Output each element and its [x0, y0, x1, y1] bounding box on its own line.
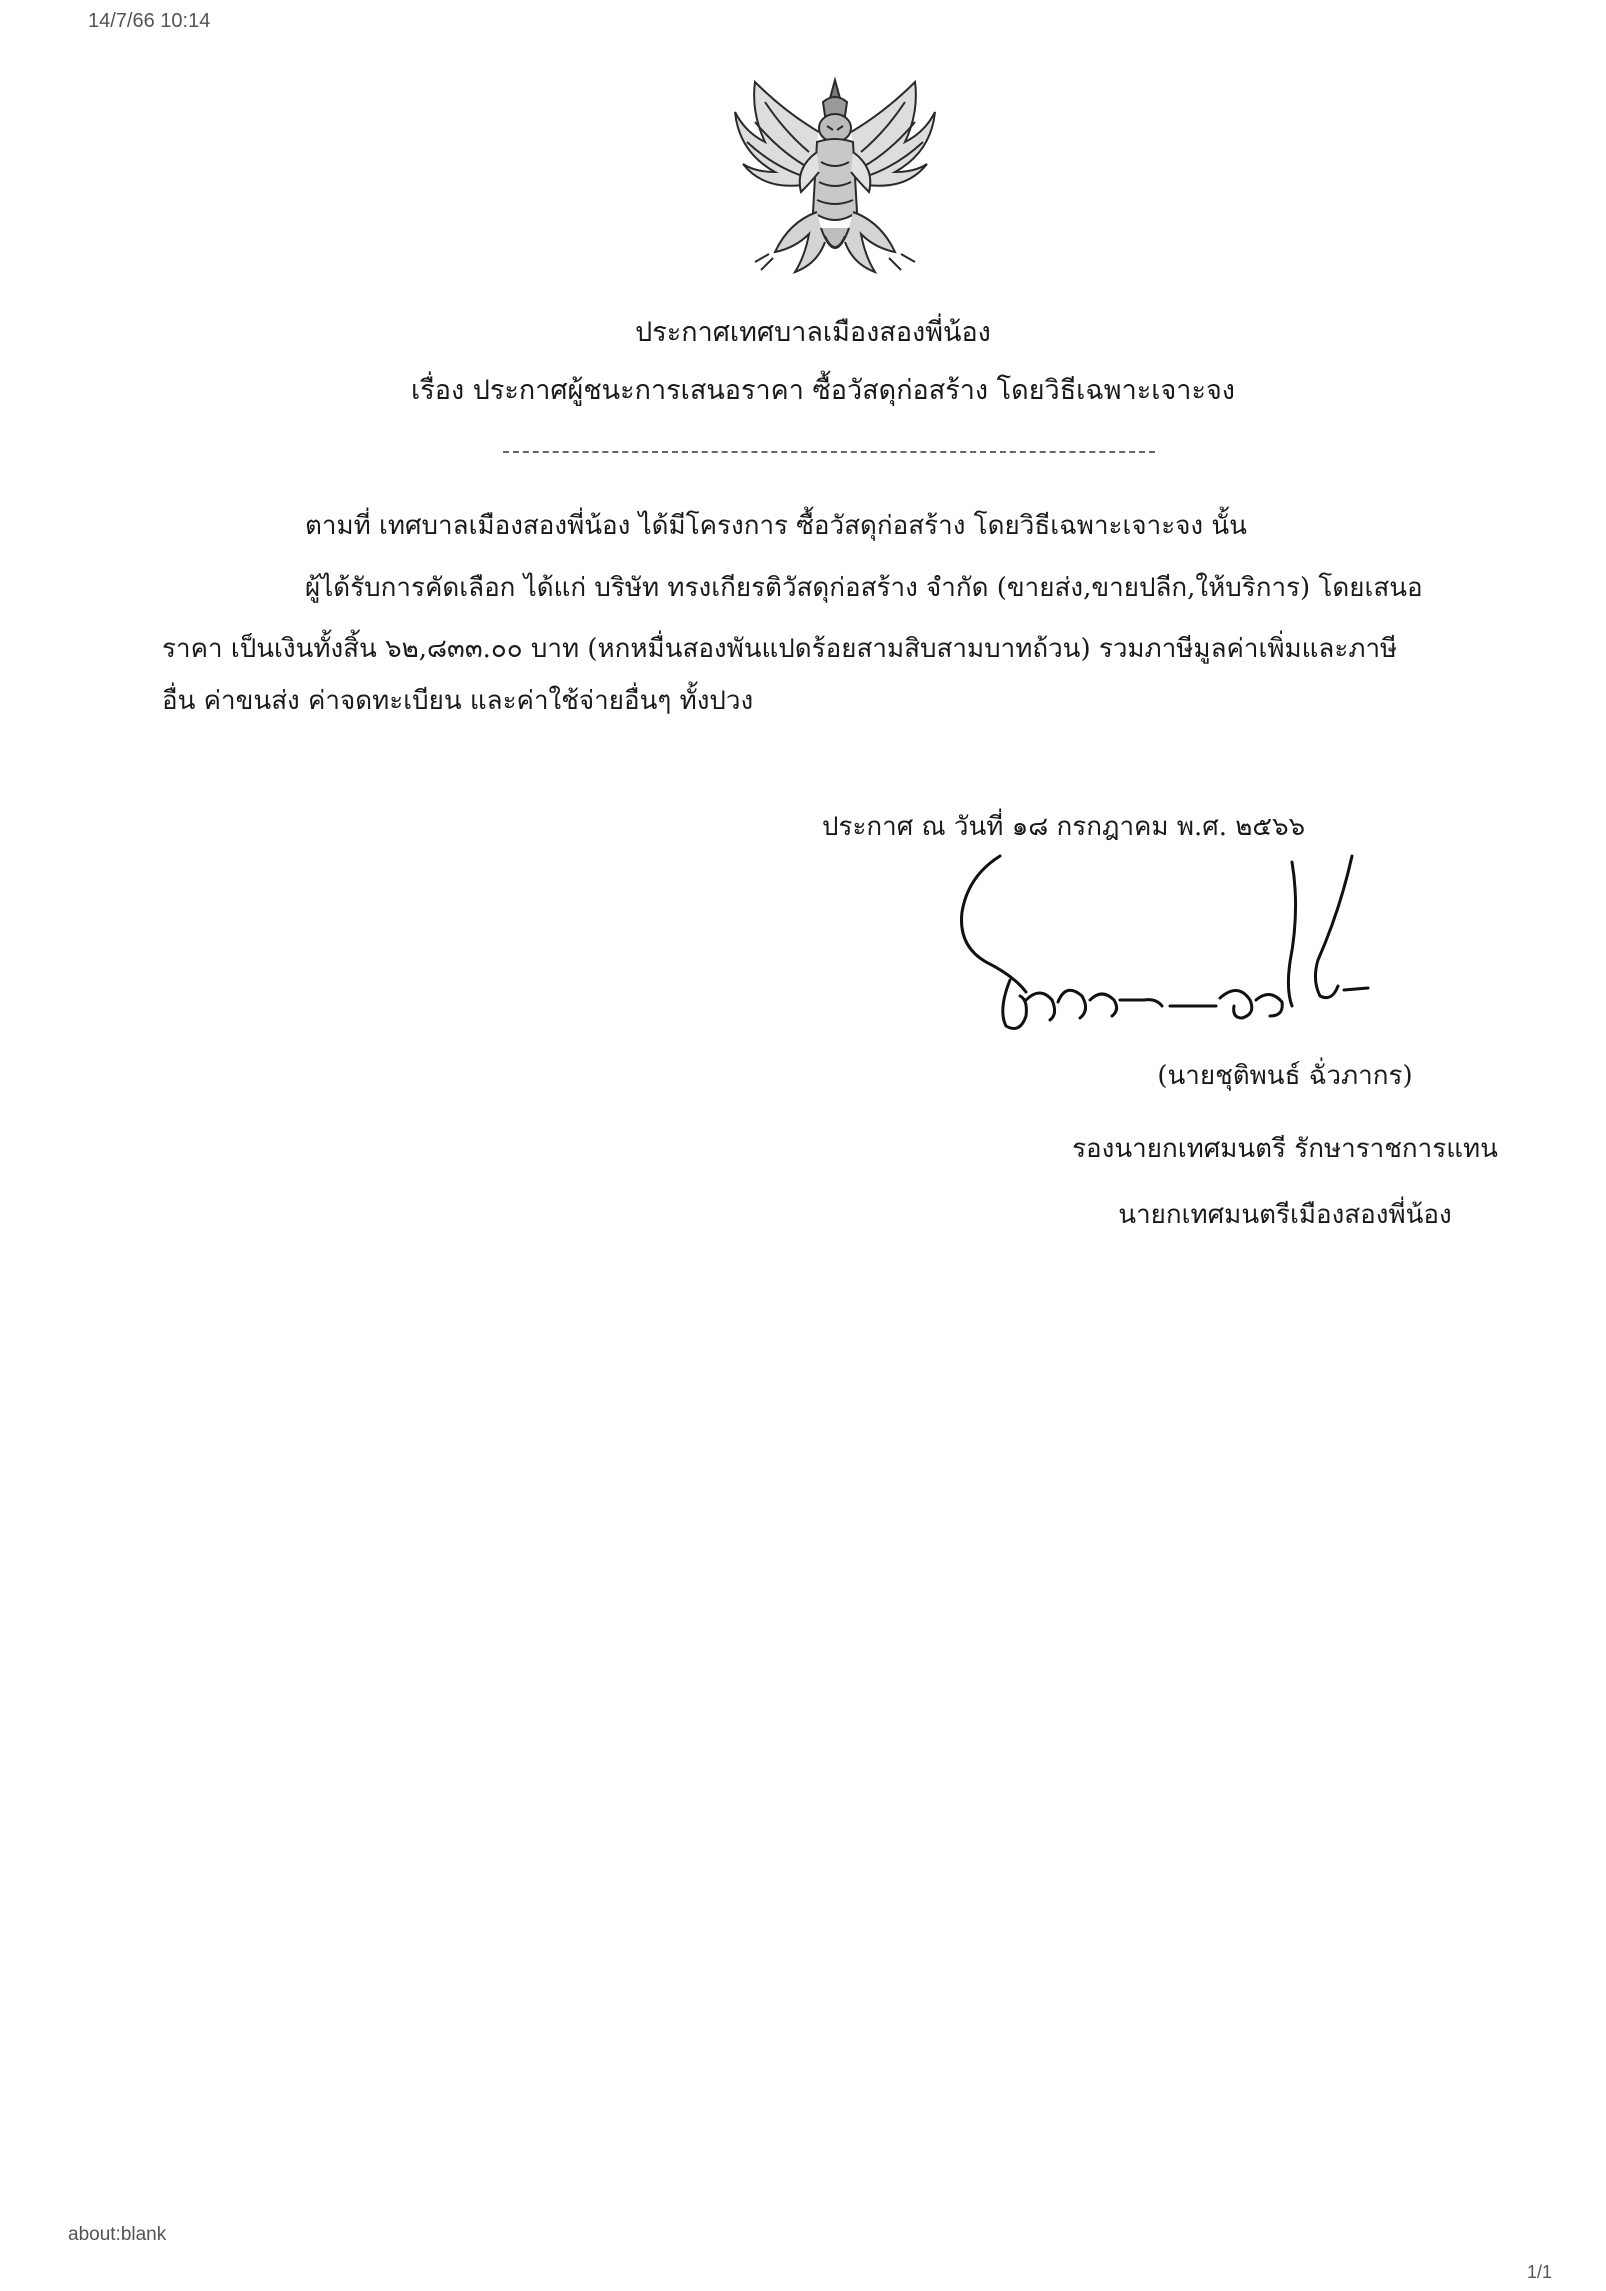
body-paragraph-line: อื่น ค่าขนส่ง ค่าจดทะเบียน และค่าใช้จ่ายอื่นๆ ทั้งปวง: [162, 686, 754, 716]
announcement-date: ประกาศ ณ วันที่ ๑๘ กรกฎาคม พ.ศ. ๒๕๖๖: [822, 812, 1306, 842]
signatory-position: รองนายกเทศมนตรี รักษาราชการแทน: [1072, 1134, 1498, 1164]
body-paragraph-line: ตามที่ เทศบาลเมืองสองพี่น้อง ได้มีโครงการ ซื้อวัสดุก่อสร้าง โดยวิธีเฉพาะเจาะจง นั้น: [305, 511, 1247, 541]
document-subject: เรื่อง ประกาศผู้ชนะการเสนอราคา ซื้อวัสดุก่อสร้าง โดยวิธีเฉพาะเจาะจง: [411, 375, 1235, 406]
handwritten-signature: [940, 850, 1400, 1040]
garuda-emblem-icon: [725, 72, 945, 287]
print-timestamp: 14/7/66 10:14: [88, 10, 211, 32]
body-paragraph-line: ผู้ได้รับการคัดเลือก ได้แก่ บริษัท ทรงเกียรติวัสดุก่อสร้าง จำกัด (ขายส่ง,ขายปลีก,ให้บริการ) โดยเสนอ: [305, 573, 1423, 603]
signatory-position-continued: นายกเทศมนตรีเมืองสองพี่น้อง: [1118, 1200, 1452, 1230]
print-page-number: 1/1: [1527, 2262, 1553, 2282]
document-title: ประกาศเทศบาลเมืองสองพี่น้อง: [635, 317, 991, 348]
title-divider: [503, 451, 1155, 453]
print-url: about:blank: [68, 2224, 167, 2245]
signatory-name: (นายชุติพนธ์ ฉั่วภากร): [1157, 1061, 1413, 1091]
body-paragraph-line: ราคา เป็นเงินทั้งสิ้น ๖๒,๘๓๓.๐๐ บาท (หกหมื่นสองพันแปดร้อยสามสิบสามบาทถ้วน) รวมภาษีมูลค่าเพิ่มและภาษี: [162, 634, 1398, 664]
